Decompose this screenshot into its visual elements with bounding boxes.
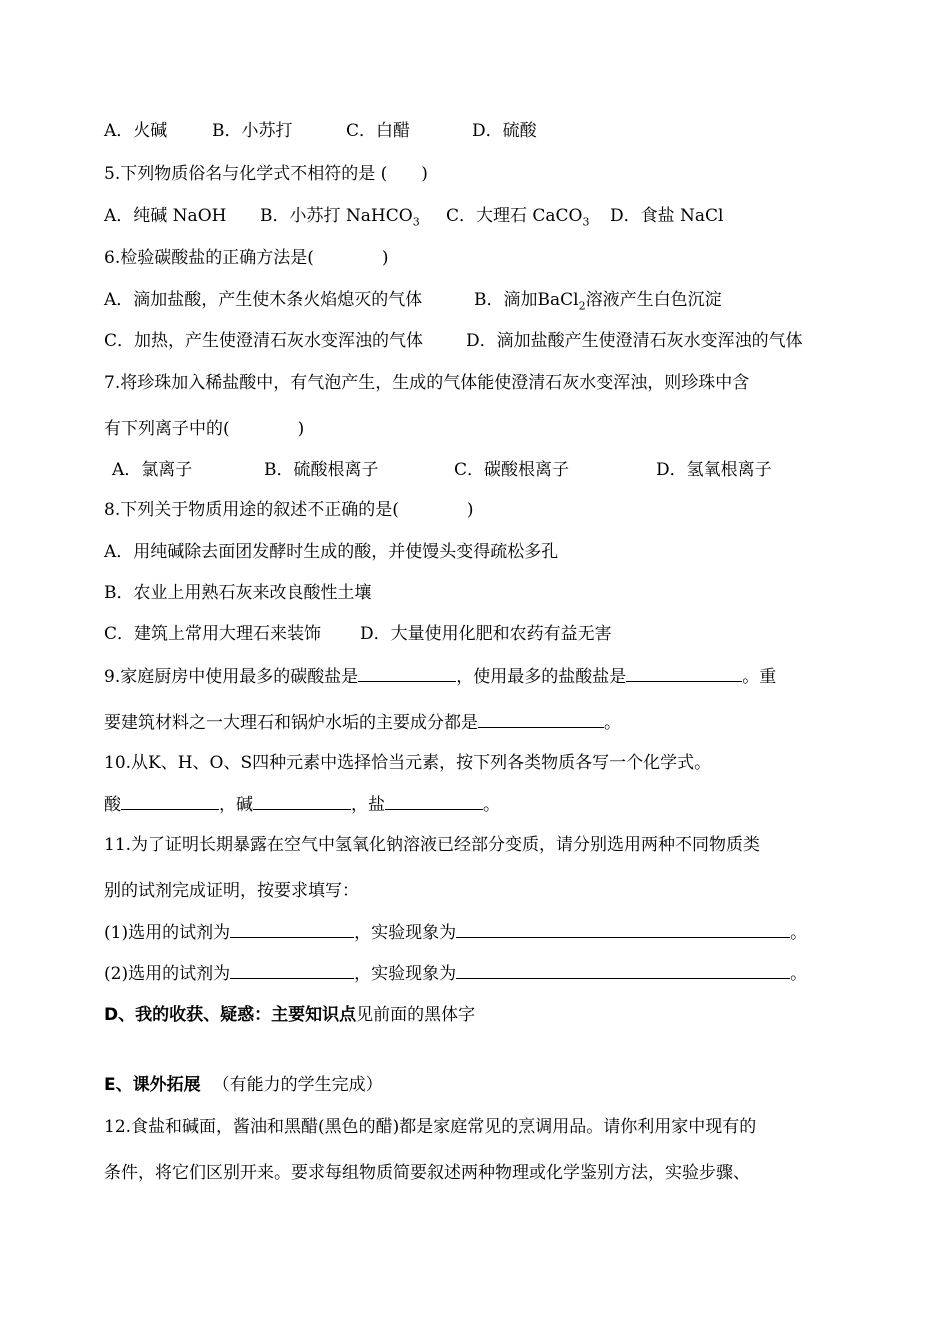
q9-blank-marble[interactable]	[478, 711, 604, 728]
q7-stem-line2: 有下列离子中的( )	[104, 419, 305, 439]
q12-line1: 12.食盐和碱面，酱油和黑醋(黑色的醋)都是家庭常见的烹调用品。请你利用家中现有的	[104, 1117, 757, 1137]
q7-option-a: A．氯离子	[112, 460, 193, 480]
q5-option-c	[446, 205, 610, 227]
q10-blank-salt[interactable]	[385, 793, 483, 810]
q7-option-c: C．碳酸根离子	[454, 460, 570, 480]
q5-option-b	[260, 205, 446, 227]
q10-end: 。	[483, 795, 500, 815]
q8-option-a: A．用纯碱除去面团发酵时生成的酸，并使馒头变得疏松多孔	[104, 542, 559, 562]
q4-option-a: A．火碱	[104, 121, 168, 141]
q11-row1-phen-label: ，实验现象为	[354, 923, 457, 943]
q6-option-b-text: B．滴加BaCl	[474, 290, 579, 310]
q5-option-c-sub: 3	[582, 215, 590, 229]
q6-option-b	[474, 289, 722, 311]
q6-option-d: D．滴加盐酸产生使澄清石灰水变浑浊的气体	[466, 331, 803, 351]
q5-option-b-sub: 3	[412, 215, 420, 229]
q8-option-b: B．农业上用熟石灰来改良酸性土壤	[104, 583, 372, 603]
q6-option-a: A．滴加盐酸，产生使木条火焰熄灭的气体	[104, 290, 423, 310]
section-d-heading	[104, 1004, 475, 1026]
q9-text-2: ，使用最多的盐酸盐是	[456, 667, 627, 687]
q11-row1-end: 。	[790, 923, 808, 943]
q5-options	[104, 205, 724, 227]
q9-text-3: 。重	[742, 667, 777, 687]
q9-text-1: 9.家庭厨房中使用最多的碳酸盐是	[104, 667, 359, 687]
q9-text-5: 。	[604, 713, 621, 733]
q7-option-d: D．氢氧根离子	[656, 460, 772, 480]
q9-text-4: 要建筑材料之一大理石和锅炉水垢的主要成分都是	[104, 713, 478, 733]
q6-option-c: C．加热，产生使澄清石灰水变浑浊的气体	[104, 331, 424, 351]
q9-line2	[104, 711, 621, 734]
section-d-normal: 见前面的黑体字	[356, 1005, 476, 1025]
section-e-bold: E、课外拓展	[104, 1075, 201, 1095]
q10-acid-label: 酸	[104, 795, 121, 815]
section-e-heading	[104, 1074, 383, 1096]
q7-options	[112, 459, 772, 481]
q5-option-d: D．食盐 NaCl	[610, 206, 724, 226]
q5-option-c-text: C．大理石 CaCO	[446, 206, 583, 226]
q10-salt-label: ，盐	[351, 795, 385, 815]
q11-stem-line2: 别的试剂完成证明，按要求填写：	[104, 881, 359, 901]
q4-option-b: B．小苏打	[212, 121, 293, 141]
section-d-bold: D、我的收获、疑惑：主要知识点	[104, 1005, 357, 1025]
q11-row2-label: (2)选用的试剂为	[104, 964, 231, 984]
q9-blank-carbonate[interactable]	[358, 665, 456, 682]
q8-option-c: C．建筑上常用大理石来装饰	[104, 624, 322, 644]
q5-option-b-text: B．小苏打 NaHCO	[260, 206, 413, 226]
q10-blank-acid[interactable]	[121, 793, 219, 810]
q8-option-c-d	[104, 623, 612, 645]
q11-stem-line1: 11.为了证明长期暴露在空气中氢氧化钠溶液已经部分变质，请分别选用两种不同物质类	[104, 835, 761, 855]
q6-options-cd	[104, 330, 803, 352]
q5-stem: 5.下列物质俗名与化学式不相符的是 ( )	[104, 164, 428, 184]
q6-option-b-sub: 2	[578, 299, 586, 313]
q10-answers	[104, 793, 500, 816]
q11-row2-phen-label: ，实验现象为	[354, 964, 457, 984]
q11-row1	[104, 921, 807, 944]
q11-blank-phenomenon-1[interactable]	[456, 921, 790, 938]
q11-blank-reagent-2[interactable]	[230, 962, 354, 979]
q11-blank-phenomenon-2[interactable]	[456, 962, 790, 979]
q11-row2-end: 。	[790, 964, 808, 984]
q11-blank-reagent-1[interactable]	[230, 921, 354, 938]
q5-option-a: A．纯碱 NaOH	[104, 206, 227, 226]
q10-blank-base[interactable]	[253, 793, 351, 810]
q10-base-label: ，碱	[219, 795, 253, 815]
q6-stem: 6.检验碳酸盐的正确方法是( )	[104, 248, 389, 268]
q10-stem: 10.从K、H、O、S四种元素中选择恰当元素，按下列各类物质各写一个化学式。	[104, 753, 712, 773]
q7-stem-line1: 7.将珍珠加入稀盐酸中，有气泡产生，生成的气体能使澄清石灰水变浑浊，则珍珠中含	[104, 373, 750, 393]
q9-blank-chloride[interactable]	[626, 665, 742, 682]
q11-row2	[104, 962, 807, 985]
q12-line2: 条件，将它们区别开来。要求每组物质简要叙述两种物理或化学鉴别方法，实验步骤、	[104, 1163, 750, 1183]
q4-options	[104, 120, 537, 142]
section-e-normal: （有能力的学生完成）	[212, 1075, 383, 1095]
q4-option-c: C．白醋	[346, 121, 411, 141]
q9-line1	[104, 665, 776, 688]
q6-option-b-rest: 溶液产生白色沉淀	[585, 290, 722, 310]
q7-option-b: B．硫酸根离子	[264, 460, 379, 480]
q6-options-ab	[104, 289, 722, 311]
q11-row1-label: (1)选用的试剂为	[104, 923, 231, 943]
q8-option-d: D．大量使用化肥和农药有益无害	[360, 624, 612, 644]
q4-option-d: D．硫酸	[472, 121, 537, 141]
q8-stem: 8.下列关于物质用途的叙述不正确的是( )	[104, 500, 474, 520]
